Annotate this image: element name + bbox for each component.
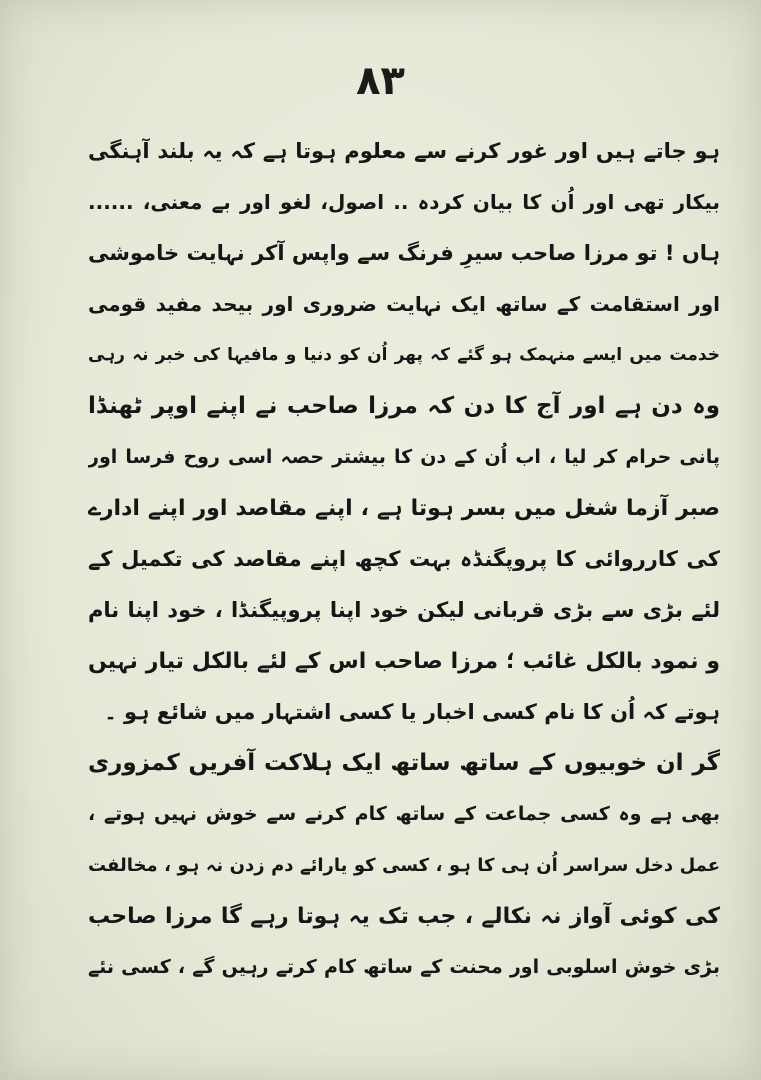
text-line: پانی حرام کر لیا ، اب اُن کے دن کا بیشتر حصہ اسی روح فرسا اور	[88, 446, 720, 468]
text-line: بھی ہے وہ کسی جماعت کے ساتھ کام کرنے سے خوش نہیں ہوتے ،	[88, 803, 720, 825]
text-line: بیکار تھی اور اُن کا بیان کردہ .. اصول، لغو اور بے معنی، ......	[88, 190, 720, 214]
text-line: گر ان خوبیوں کے ساتھ ساتھ ایک ہلاکت آفریں کمزوری	[88, 750, 720, 776]
text-line: عمل دخل سراسر اُن ہی کا ہو ، کسی کو یارائے دم زدن نہ ہو ، مخالفت	[88, 855, 720, 876]
text-line: و نمود بالکل غائب ؛ مرزا صاحب اس کے لئے بالکل تیار نہیں	[88, 649, 720, 674]
text-line: وہ دن ہے اور آج کا دن کہ مرزا صاحب نے اپنے اوپر ٹھنڈا	[88, 393, 720, 419]
page-number: ۸۳	[356, 58, 405, 104]
text-line: ہوتے کہ اُن کا نام کسی اخبار یا کسی اشتہار میں شائع ہو ۔	[104, 700, 720, 724]
text-line: اور استقامت کے ساتھ ایک نہایت ضروری اور بیحد مفید قومی	[88, 292, 720, 316]
text-line: بڑی خوش اسلوبی اور محنت کے ساتھ کام کرتے رہیں گے ، کسی نئے	[88, 956, 720, 978]
text-line: ہاں ! تو مرزا صاحب سیرِ فرنگ سے واپس آکر نہایت خاموشی	[88, 241, 720, 265]
text-line: ہو جاتے ہیں اور غور کرنے سے معلوم ہوتا ہے کہ یہ بلند آہنگی	[88, 139, 720, 163]
text-line: خدمت میں ایسے منہمک ہو گئے کہ پھر اُن کو دنیا و مافیہا کی خبر نہ رہی	[88, 345, 720, 365]
text-line: صبر آزما شغل میں بسر ہوتا ہے ، اپنے مقاصد اور اپنے ادارے	[88, 496, 720, 521]
text-line: لئے بڑی سے بڑی قربانی لیکن خود اپنا پروپیگنڈا ، خود اپنا نام	[88, 598, 720, 622]
text-line: کی کارروائی کا پروپگنڈہ بہت کچھ اپنے مقاصد کی تکمیل کے	[88, 547, 720, 571]
text-line: کی کوئی آواز نہ نکالے ، جب تک یہ ہوتا رہے گا مرزا صاحب	[88, 904, 720, 929]
body-text	[88, 126, 720, 993]
